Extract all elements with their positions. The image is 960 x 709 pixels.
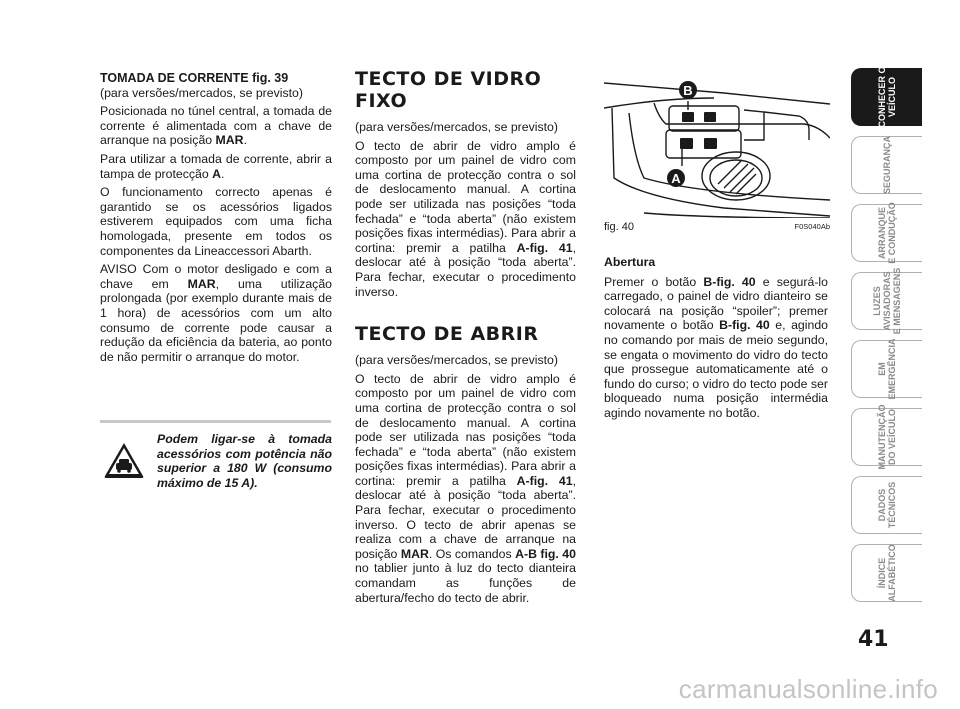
bold-text: B-fig. 40 <box>719 318 770 333</box>
paragraph: O funcionamento correcto apenas é garantido se os acessórios ligados estiverem equipados com uma ficha homologada, presente em todos os componentes da Lineaccessori Abarth. <box>100 185 332 258</box>
column-middle <box>355 68 576 609</box>
tab-label: LUZES AVISADORAS E MENSAGENS <box>872 267 902 335</box>
tab-seguranca[interactable] <box>851 136 922 194</box>
tab-label: MANUTENÇÃO DO VEÍCULO <box>877 404 897 470</box>
tab-em-emergencia[interactable] <box>851 340 922 398</box>
tab-label: DADOS TÉCNICOS <box>877 481 897 529</box>
paragraph <box>355 372 576 606</box>
callout-b-label: B <box>683 83 693 98</box>
bold-text: MAR <box>187 276 216 291</box>
bold-text: A-fig. 41 <box>516 240 573 255</box>
section-subtitle: (para versões/mercados, se previsto) <box>100 85 303 100</box>
tab-label: SEGURANÇA <box>882 135 892 195</box>
section-subtitle: (para versões/mercados, se previsto) <box>355 120 558 134</box>
roof-controls-illustration <box>604 68 830 218</box>
paragraph <box>355 139 576 300</box>
text: Para utilizar a tomada de corrente, abrir a tampa de protecção <box>100 151 332 181</box>
bold-text: MAR <box>215 133 244 148</box>
bold-text: A-fig. 41 <box>516 473 573 488</box>
text: e, agindo no comando por mais de meio segundo, se engata o movimento do vidro do tecto que prossegue automaticamente até o fundo do curso; o vidro do tecto pode ser bloqueado numa posição intermédia agindo novamente no botão. <box>604 318 829 420</box>
tab-manutencao-do-veiculo[interactable] <box>851 404 922 470</box>
tab-label: CONHECER O VEÍCULO <box>877 66 897 128</box>
text: Premer o botão <box>604 274 704 289</box>
section-heading <box>604 255 828 270</box>
warning-text: Podem ligar-se à tomada acessórios com potência não superior a 180 W (consumo máximo de 15 A). <box>157 432 332 490</box>
tab-label: ÍNDICE ALFABÉTICO <box>877 544 897 602</box>
watermark: carmanualsonline.info <box>678 674 938 704</box>
tab-indice-alfabetico[interactable] <box>851 544 922 602</box>
text: , deslocar até à posição “toda aberta”. Para fechar, executar o procedimento inverso. <box>355 240 576 299</box>
text: , uma utilização prolongada (por exemplo durante mais de 1 hora) de acessórios com um alto consumo de corrente pode causar a redução da eficiência da bateria, ao ponto de não permitir o arranque do motor. <box>100 276 332 364</box>
section-title: TECTO DE VIDRO FIXO <box>355 68 542 112</box>
figure-code: F0S040Ab <box>794 222 830 231</box>
figure-number: fig. 40 <box>604 221 634 233</box>
paragraph <box>100 104 332 148</box>
text: O tecto de abrir de vidro amplo é composto por um painel de vidro com uma cortina de protecção contra o sol de deslocamento manual. A cortina pode ser utilizada nas posições “toda fechada” e “toda aberta” (não existem posições fixas intermédias). Para abrir a cortina: premir a patilha <box>355 371 576 488</box>
tab-dados-tecnicos[interactable] <box>851 476 922 534</box>
section-heading <box>100 71 332 86</box>
section-title: TECTO DE ABRIR <box>355 323 539 346</box>
bold-text: A <box>212 166 221 181</box>
text: . <box>243 133 247 148</box>
text: e segurá-lo carregado, o painel de vidro dianteiro se colocará na posição “spoiler”; premer novamente o botão <box>604 274 828 333</box>
warning-box <box>100 420 331 503</box>
warning-triangle-icon <box>103 441 145 484</box>
section-title: Abertura <box>604 255 656 269</box>
column-right <box>604 255 828 425</box>
text: AVISO Com o motor desligado e com a chave em <box>100 262 332 291</box>
bold-text: A-B fig. 40 <box>515 546 576 561</box>
paragraph <box>100 262 332 364</box>
callout-a-label: A <box>671 171 681 186</box>
bold-text: B-fig. 40 <box>703 274 756 289</box>
tab-arranque-e-conducao[interactable] <box>851 204 922 262</box>
figure-caption <box>604 221 830 233</box>
text: , deslocar até à posição “toda aberta”. Para fechar, executar o procedimento inverso. O tecto de abrir apenas se realiza com a chave de arranque na posição <box>355 473 576 561</box>
paragraph <box>604 275 828 421</box>
tab-label: EM EMERGÊNCIA <box>877 338 897 400</box>
text: O tecto de abrir de vidro amplo é composto por um painel de vidro com uma cortina de protecção contra o sol de deslocamento manual. A cortina pode ser utilizada nas posições “toda fechada” e “toda aberta” (não existem posições fixas intermédias). Para abrir a cortina: premir a patilha <box>355 138 576 255</box>
text: Posicionada no túnel central, a tomada de corrente é alimentada com a chave de arranque na posição <box>100 104 332 148</box>
tab-label: ARRANQUE E CONDUÇÃO <box>877 202 897 264</box>
figure-roof-controls <box>604 68 830 218</box>
column-left <box>100 71 332 368</box>
section-title: TOMADA DE CORRENTE fig. 39 <box>100 71 289 85</box>
section-subtitle: (para versões/mercados, se previsto) <box>355 353 558 368</box>
bold-text: MAR <box>400 546 429 561</box>
text: . <box>221 166 225 181</box>
page-number: 41 <box>858 627 889 652</box>
tab-luzes-avisadoras[interactable] <box>851 267 922 335</box>
text: no tablier junto à luz do tecto dianteira comandam as funções de abertura/fecho do tecto de abrir. <box>355 561 576 605</box>
text: . Os comandos <box>428 546 516 561</box>
tab-conhecer-o-veiculo[interactable] <box>851 68 922 126</box>
paragraph <box>100 152 332 181</box>
